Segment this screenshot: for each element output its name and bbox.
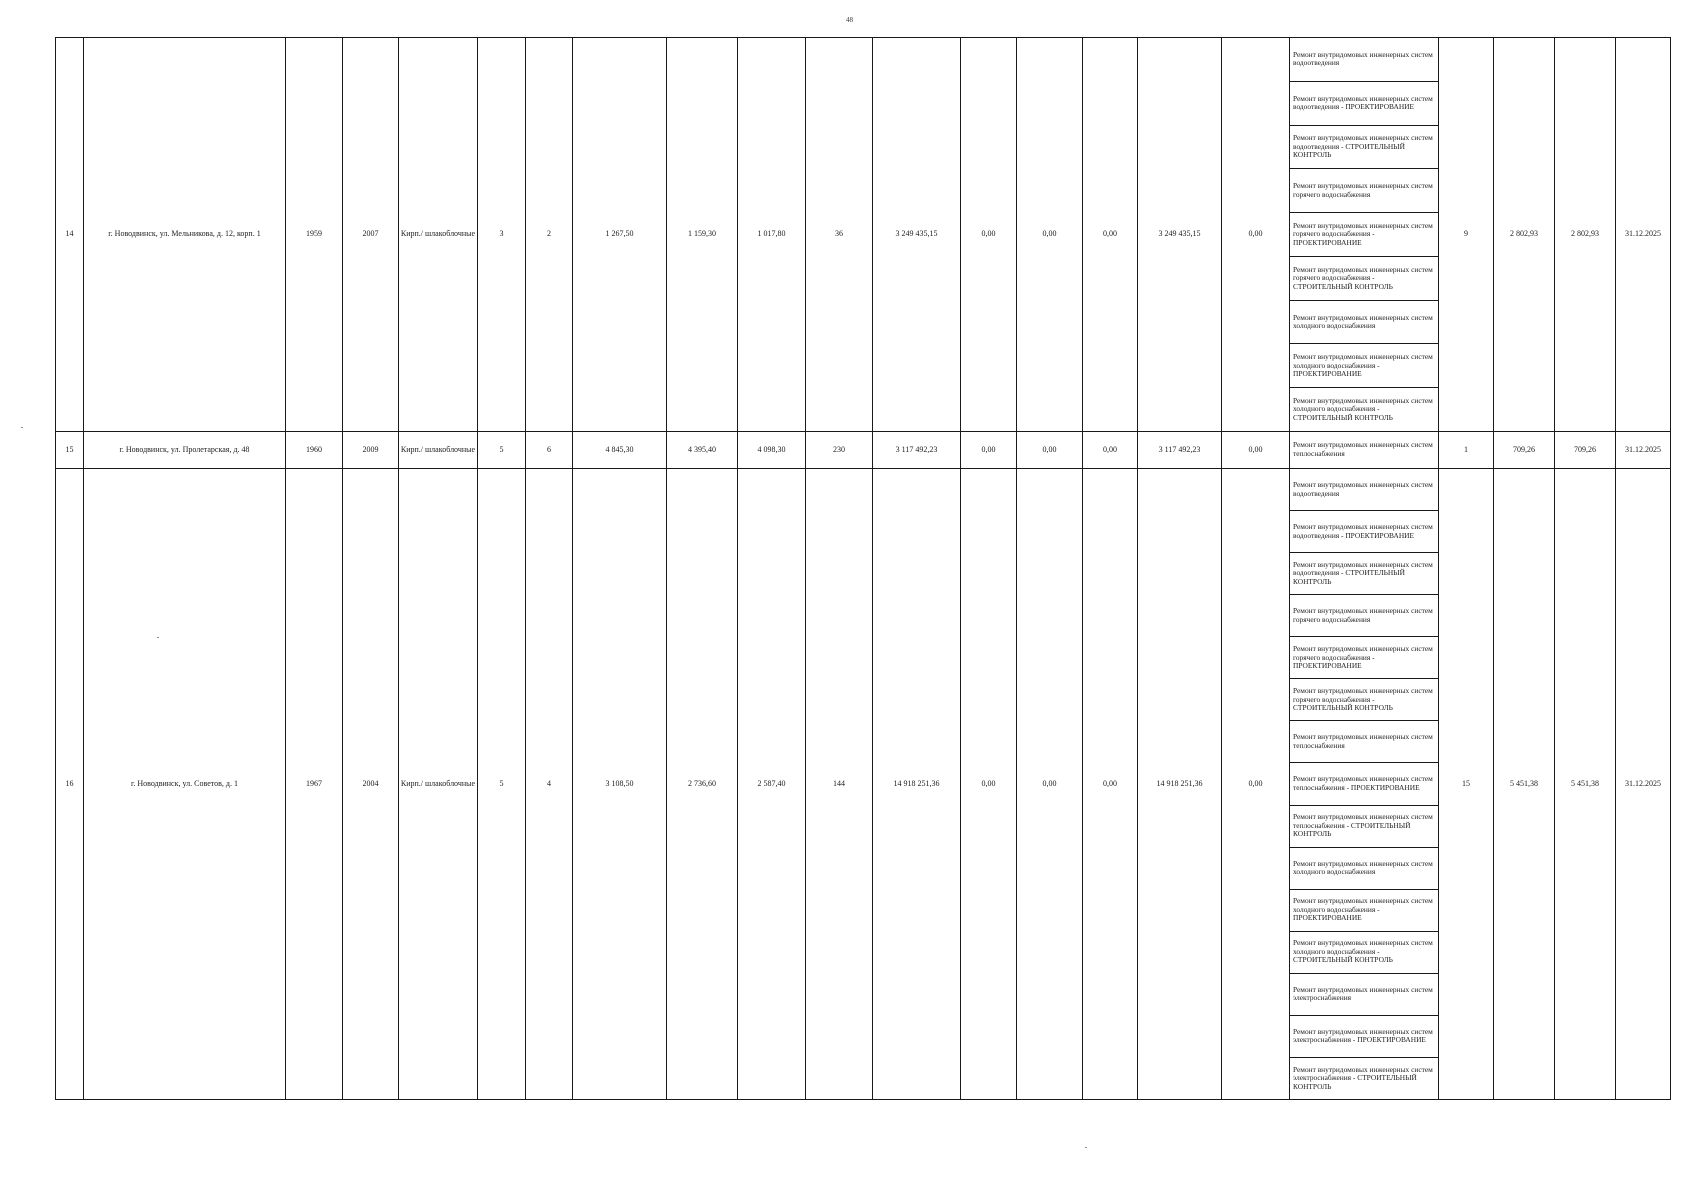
work-item-label: Ремонт внутридомовых инженерных систем горячего водоснабжения - ПРОЕКТИРОВАНИЕ (1293, 220, 1433, 247)
entrances-cell: 6 (526, 432, 573, 469)
deadline-cell: 31.12.2025 (1616, 432, 1671, 469)
work-item-label: Ремонт внутридомовых инженерных систем теплоснабжения (1293, 440, 1433, 458)
unit-cost-max-cell: 709,26 (1555, 432, 1616, 469)
floors-cell: 3 (478, 38, 526, 432)
fund-owners-cell: 14 918 251,36 (1138, 469, 1222, 1100)
fund-federal-cell: 0,00 (961, 432, 1017, 469)
deadline-cell: 31.12.2025 (1616, 38, 1671, 432)
work-item (1290, 388, 1438, 431)
unit-cost-max-cell: 5 451,38 (1555, 469, 1616, 1100)
fund-federal-cell: 0,00 (961, 469, 1017, 1100)
work-item (1290, 974, 1438, 1016)
work-item (1290, 763, 1438, 805)
work-item (1290, 595, 1438, 637)
work-item-label: Ремонт внутридомовых инженерных систем холодного водоснабжения - ПРОЕКТИРОВАНИЕ (1293, 352, 1433, 379)
area-residential-cell: 4 098,30 (738, 432, 806, 469)
area-total-cell: 4 845,30 (573, 432, 667, 469)
deadline-cell: 31.12.2025 (1616, 469, 1671, 1100)
work-item-label: Ремонт внутридомовых инженерных систем электроснабжения (1293, 984, 1433, 1003)
works-list (1290, 469, 1438, 1099)
fund-local-cell: 0,00 (1083, 432, 1138, 469)
year-overhaul-cell: 2007 (343, 38, 399, 432)
fund-other-cell: 0,00 (1222, 432, 1290, 469)
year-overhaul-cell: 2009 (343, 432, 399, 469)
work-item (1290, 511, 1438, 553)
work-item (1290, 432, 1438, 468)
wall-material-cell: Кирп./ шлакоблочные (399, 432, 478, 469)
table-row (56, 432, 1671, 469)
row-number-cell: 14 (56, 38, 84, 432)
year-built-cell: 1960 (286, 432, 343, 469)
work-item (1290, 213, 1438, 257)
scan-speck (157, 637, 159, 638)
work-item (1290, 1058, 1438, 1099)
work-item-label: Ремонт внутридомовых инженерных систем холодного водоснабжения - ПРОЕКТИРОВАНИЕ (1293, 896, 1433, 923)
work-item (1290, 169, 1438, 213)
works-list-cell (1290, 38, 1439, 432)
fund-regional-cell: 0,00 (1017, 469, 1083, 1100)
unit-cost-cell: 709,26 (1494, 432, 1555, 469)
scan-speck (1085, 1147, 1087, 1148)
wall-material-cell: Кирп./ шлакоблочные (399, 469, 478, 1100)
work-item-label: Ремонт внутридомовых инженерных систем водоотведения (1293, 49, 1433, 68)
work-item-label: Ремонт внутридомовых инженерных систем теплоснабжения - СТРОИТЕЛЬНЫЙ КОНТРОЛЬ (1293, 812, 1433, 839)
page-number: 48 (846, 16, 853, 24)
work-item-label: Ремонт внутридомовых инженерных систем горячего водоснабжения - СТРОИТЕЛЬНЫЙ КОНТРОЛЬ (1293, 264, 1433, 291)
area-residential-cell: 1 017,80 (738, 38, 806, 432)
work-item (1290, 38, 1438, 82)
work-item-label: Ремонт внутридомовых инженерных систем холодного водоснабжения (1293, 858, 1433, 877)
works-count-cell: 9 (1439, 38, 1494, 432)
work-item (1290, 126, 1438, 170)
work-item-label: Ремонт внутридомовых инженерных систем холодного водоснабжения - СТРОИТЕЛЬНЫЙ КОНТРОЛЬ (1293, 395, 1433, 422)
works-list-cell (1290, 469, 1439, 1100)
work-item-label: Ремонт внутридомовых инженерных систем водоотведения - ПРОЕКТИРОВАНИЕ (1293, 93, 1433, 112)
fund-owners-cell: 3 117 492,23 (1138, 432, 1222, 469)
area-living-cell: 1 159,30 (667, 38, 738, 432)
work-item-label: Ремонт внутридомовых инженерных систем электроснабжения - ПРОЕКТИРОВАНИЕ (1293, 1026, 1433, 1045)
work-item-label: Ремонт внутридомовых инженерных систем теплоснабжения (1293, 732, 1433, 750)
unit-cost-max-cell: 2 802,93 (1555, 38, 1616, 432)
work-item-label: Ремонт внутридомовых инженерных систем водоотведения (1293, 480, 1433, 498)
address-cell: г. Новодвинск, ул. Мельникова, д. 12, корп. 1 (84, 38, 286, 432)
cost-total-cell: 14 918 251,36 (873, 469, 961, 1100)
fund-federal-cell: 0,00 (961, 38, 1017, 432)
repair-register-table (55, 37, 1671, 1100)
fund-local-cell: 0,00 (1083, 38, 1138, 432)
year-built-cell: 1967 (286, 469, 343, 1100)
entrances-cell: 2 (526, 38, 573, 432)
works-list (1290, 432, 1438, 468)
residents-cell: 144 (806, 469, 873, 1100)
cost-total-cell: 3 249 435,15 (873, 38, 961, 432)
area-living-cell: 4 395,40 (667, 432, 738, 469)
area-total-cell: 1 267,50 (573, 38, 667, 432)
table-row (56, 469, 1671, 1100)
work-item (1290, 806, 1438, 848)
work-item (1290, 679, 1438, 721)
year-overhaul-cell: 2004 (343, 469, 399, 1100)
work-item-label: Ремонт внутридомовых инженерных систем горячего водоснабжения (1293, 606, 1433, 624)
works-list-cell (1290, 432, 1439, 469)
works-count-cell: 15 (1439, 469, 1494, 1100)
unit-cost-cell: 5 451,38 (1494, 469, 1555, 1100)
work-item (1290, 890, 1438, 932)
area-residential-cell: 2 587,40 (738, 469, 806, 1100)
work-item-label: Ремонт внутридомовых инженерных систем горячего водоснабжения - СТРОИТЕЛЬНЫЙ КОНТРОЛЬ (1293, 686, 1433, 713)
row-number-cell: 15 (56, 432, 84, 469)
fund-regional-cell: 0,00 (1017, 38, 1083, 432)
residents-cell: 36 (806, 38, 873, 432)
work-item (1290, 553, 1438, 595)
entrances-cell: 4 (526, 469, 573, 1100)
wall-material-cell: Кирп./ шлакоблочные (399, 38, 478, 432)
work-item-label: Ремонт внутридомовых инженерных систем холодного водоснабжения - СТРОИТЕЛЬНЫЙ КОНТРОЛЬ (1293, 938, 1433, 965)
floors-cell: 5 (478, 469, 526, 1100)
fund-owners-cell: 3 249 435,15 (1138, 38, 1222, 432)
work-item (1290, 82, 1438, 126)
works-count-cell: 1 (1439, 432, 1494, 469)
work-item (1290, 848, 1438, 890)
fund-local-cell: 0,00 (1083, 469, 1138, 1100)
work-item-label: Ремонт внутридомовых инженерных систем холодного водоснабжения (1293, 312, 1433, 331)
work-item (1290, 637, 1438, 679)
work-item (1290, 301, 1438, 345)
work-item-label: Ремонт внутридомовых инженерных систем горячего водоснабжения - ПРОЕКТИРОВАНИЕ (1293, 644, 1433, 671)
work-item (1290, 469, 1438, 511)
works-list (1290, 38, 1438, 431)
work-item (1290, 721, 1438, 763)
work-item-label: Ремонт внутридомовых инженерных систем водоотведения - СТРОИТЕЛЬНЫЙ КОНТРОЛЬ (1293, 133, 1433, 160)
address-cell: г. Новодвинск, ул. Пролетарская, д. 48 (84, 432, 286, 469)
row-number-cell: 16 (56, 469, 84, 1100)
area-total-cell: 3 108,50 (573, 469, 667, 1100)
address-cell: г. Новодвинск, ул. Советов, д. 1 (84, 469, 286, 1100)
fund-other-cell: 0,00 (1222, 469, 1290, 1100)
cost-total-cell: 3 117 492,23 (873, 432, 961, 469)
table-row (56, 38, 1671, 432)
work-item-label: Ремонт внутридомовых инженерных систем водоотведения - СТРОИТЕЛЬНЫЙ КОНТРОЛЬ (1293, 559, 1433, 586)
unit-cost-cell: 2 802,93 (1494, 38, 1555, 432)
work-item-label: Ремонт внутридомовых инженерных систем горячего водоснабжения (1293, 181, 1433, 199)
scan-speck (21, 427, 23, 428)
work-item (1290, 1016, 1438, 1058)
residents-cell: 230 (806, 432, 873, 469)
work-item (1290, 344, 1438, 388)
work-item-label: Ремонт внутридомовых инженерных систем водоотведения - ПРОЕКТИРОВАНИЕ (1293, 522, 1433, 540)
work-item-label: Ремонт внутридомовых инженерных систем теплоснабжения - ПРОЕКТИРОВАНИЕ (1293, 774, 1433, 792)
fund-regional-cell: 0,00 (1017, 432, 1083, 469)
year-built-cell: 1959 (286, 38, 343, 432)
fund-other-cell: 0,00 (1222, 38, 1290, 432)
work-item (1290, 257, 1438, 301)
area-living-cell: 2 736,60 (667, 469, 738, 1100)
work-item-label: Ремонт внутридомовых инженерных систем электроснабжения - СТРОИТЕЛЬНЫЙ КОНТРОЛЬ (1293, 1064, 1433, 1091)
work-item (1290, 932, 1438, 974)
floors-cell: 5 (478, 432, 526, 469)
